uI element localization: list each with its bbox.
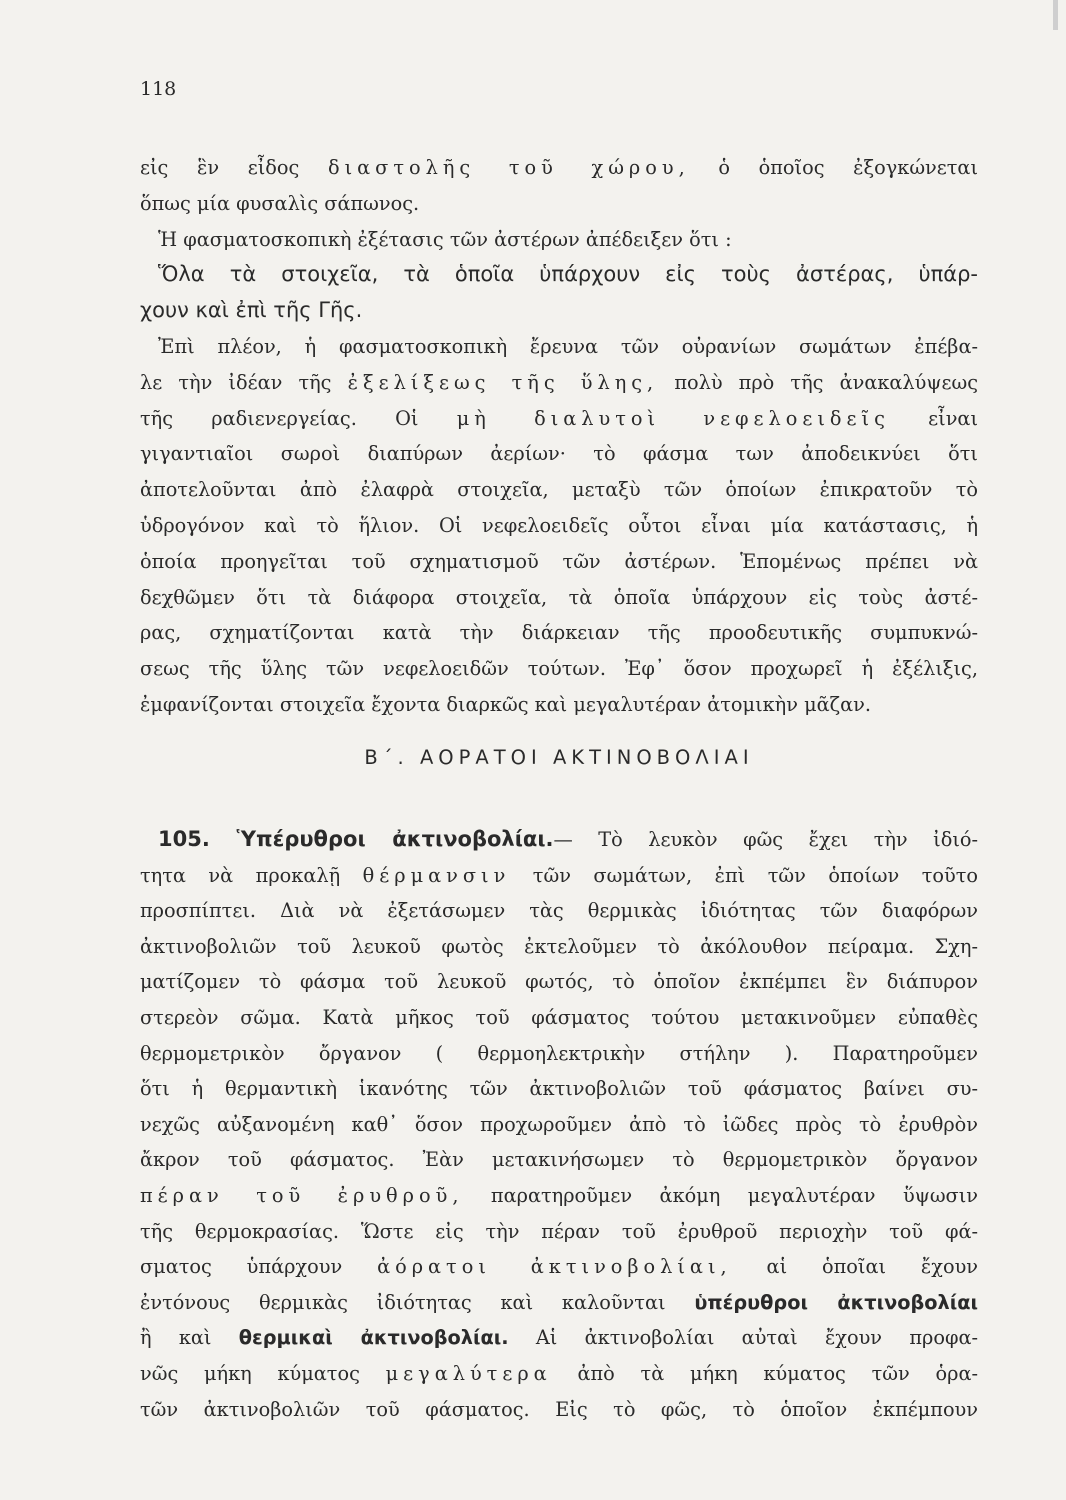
- text-line: ματίζομεν τὸ φάσμα τοῦ λευκοῦ φωτός, τὸ ὁποῖον ἐκπέμπει ἓν διάπυρον: [140, 970, 978, 994]
- text-line: εἰς ἓν εἶδος διαστολῆς τοῦ χώρου, ὁ ὁποῖος ἐξογκώνεται: [140, 156, 979, 179]
- text-line: νῶς μήκη κύματος μεγαλύτερα ἀπὸ τὰ μήκη κύματος τῶν ὁρα-: [140, 1361, 978, 1385]
- text-line: τῆς θερμοκρασίας. Ὥστε εἰς τὴν πέραν τοῦ ἐρυθροῦ περιοχὴν τοῦ φά-: [140, 1219, 978, 1243]
- section-title: 105. Ὑπέρυθροι ἀκτινοβολίαι.: [158, 827, 554, 851]
- text-line: ἢ καὶ θερμικαὶ ἀκτινοβολίαι. Αἱ ἀκτινοβολίαι αὐταὶ ἔχουν προφα-: [140, 1326, 978, 1350]
- page-edge-mark: [1053, 0, 1058, 30]
- text-line: λε τὴν ἰδέαν τῆς ἐξελίξεως τῆς ὕλης, πολὺ πρὸ τῆς ἀνακαλύψεως: [140, 370, 978, 394]
- text-line: ἀκτινοβολιῶν τοῦ λευκοῦ φωτὸς ἐκτελοῦμεν τὸ ἀκόλουθον πείραμα. Σχη-: [140, 934, 978, 958]
- text-line: στερεὸν σῶμα. Κατὰ μῆκος τοῦ φάσματος τούτου μετακινοῦμεν εὐπαθὲς: [140, 1005, 978, 1029]
- text-line: ὑδρογόνον καὶ τὸ ἥλιον. Οἱ νεφελοειδεῖς οὗτοι εἶναι μία κατάστασις, ἡ: [140, 513, 978, 537]
- text-line: 105. Ὑπέρυθροι ἀκτινοβολίαι.— Τὸ λευκὸν φῶς ἔχει τὴν ἰδιό-: [158, 827, 979, 851]
- body-text-upper: [140, 150, 978, 723]
- text-line: προσπίπτει. Διὰ νὰ ἐξετάσωμεν τὰς θερμικὰς ἰδιότητας τῶν διαφόρων: [140, 899, 978, 923]
- text-line: τητα νὰ προκαλῇ θέρμανσιν τῶν σωμάτων, ἐπὶ τῶν ὁποίων τοῦτο: [140, 863, 978, 887]
- text-line: τῆς ραδιενεργείας. Οἱ μὴ διαλυτοὶ νεφελοειδεῖς εἶναι: [140, 406, 979, 430]
- text-line: δεχθῶμεν ὅτι τὰ διάφορα στοιχεῖα, τὰ ὁποῖα ὑπάρχουν εἰς τοὺς ἀστέ-: [140, 585, 978, 609]
- text-line: ὁποία προηγεῖται τοῦ σχηματισμοῦ τῶν ἀστέρων. Ἑπομένως πρέπει νὰ: [140, 549, 978, 573]
- text-line: τῶν ἀκτινοβολιῶν τοῦ φάσματος. Εἰς τὸ φῶς, τὸ ὁποῖον ἐκπέμπουν: [140, 1397, 978, 1421]
- text-line-emphasis: χουν καὶ ἐπὶ τῆς Γῆς.: [140, 298, 363, 323]
- text-line: Ἐπὶ πλέον, ἡ φασματοσκοπικὴ ἔρευνα τῶν οὐρανίων σωμάτων ἐπέβα-: [158, 334, 978, 358]
- text-line: σεως τῆς ὕλης τῶν νεφελοειδῶν τούτων. Ἐφ᾽ ὅσον προχωρεῖ ἡ ἐξέλιξις,: [140, 657, 978, 681]
- text-line-emphasis: Ὅλα τὰ στοιχεῖα, τὰ ὁποῖα ὑπάρχουν εἰς τοὺς ἀστέρας, ὑπάρ-: [158, 262, 978, 287]
- body-text-lower: [140, 822, 978, 1427]
- text-line: ἀποτελοῦνται ἀπὸ ἐλαφρὰ στοιχεῖα, μεταξὺ τῶν ὁποίων ἐπικρατοῦν τὸ: [140, 478, 978, 502]
- text-line: γιγαντιαῖοι σωροὶ διαπύρων ἀερίων· τὸ φάσμα των ἀποδεικνύει ὅτι: [140, 442, 978, 466]
- section-heading: Β΄. ΑΟΡΑΤΟΙ ΑΚΤΙΝΟΒΟΛΙΑΙ: [364, 746, 754, 769]
- text-line: ὅτι ἡ θερμαντικὴ ἱκανότης τῶν ἀκτινοβολιῶν τοῦ φάσματος βαίνει συ-: [140, 1077, 978, 1101]
- text-line: πέραν τοῦ ἐρυθροῦ, παρατηροῦμεν ἀκόμη μεγαλυτέραν ὕψωσιν: [140, 1183, 978, 1207]
- text-line: ἄκρον τοῦ φάσματος. Ἐὰν μετακινήσωμεν τὸ θερμομετρικὸν ὄργανον: [140, 1148, 978, 1172]
- page-number: 118: [140, 78, 177, 100]
- text-line: νεχῶς αὐξανομένη καθ᾽ ὅσον προχωροῦμεν ἀπὸ τὸ ἰῶδες πρὸς τὸ ἐρυθρὸν: [140, 1112, 978, 1136]
- text-line: ὅπως μία φυσαλὶς σάπωνος.: [140, 191, 420, 215]
- text-line: σματος ὑπάρχουν ἀόρατοι ἀκτινοβολίαι, αἱ ὁποῖαι ἔχουν: [140, 1255, 979, 1279]
- text-line: ρας, σχηματίζονται κατὰ τὴν διάρκειαν τῆς προοδευτικῆς συμπυκνώ-: [140, 621, 978, 645]
- text-line: Ἡ φασματοσκοπικὴ ἐξέτασις τῶν ἀστέρων ἀπέδειξεν ὅτι :: [158, 227, 732, 251]
- text-line: θερμομετρικὸν ὄργανον ( θερμοηλεκτρικὴν στήλην ). Παρατηροῦμεν: [140, 1041, 978, 1065]
- text-line: ἐντόνους θερμικὰς ἰδιότητας καὶ καλοῦνται ὑπέρυθροι ἀκτινοβολίαι: [140, 1290, 979, 1314]
- text-line: ἐμφανίζονται στοιχεῖα ἔχοντα διαρκῶς καὶ μεγαλυτέραν ἀτομικὴν μᾶζαν.: [140, 692, 871, 716]
